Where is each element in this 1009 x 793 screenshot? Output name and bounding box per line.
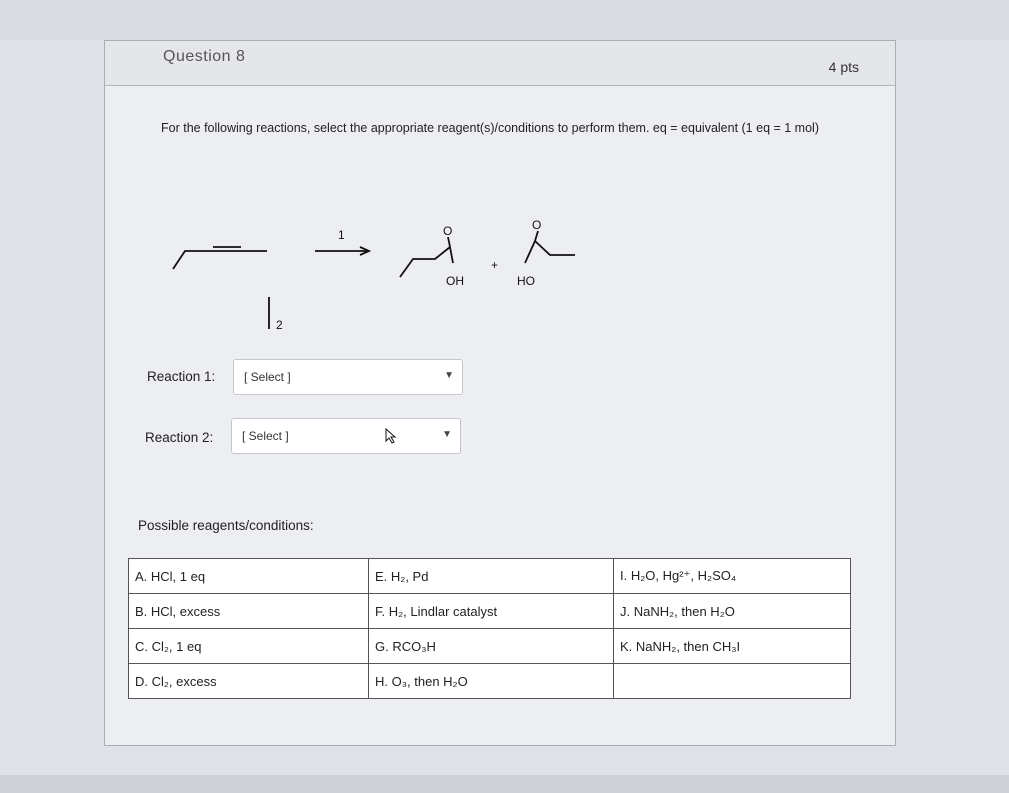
chevron-down-icon: ▼ <box>442 429 452 440</box>
plus-sign: + <box>491 258 499 272</box>
acid-1-chain <box>400 247 450 277</box>
reaction-2-label: Reaction 2: <box>145 430 214 445</box>
reaction-2-select[interactable] <box>231 418 461 454</box>
table-row <box>129 559 851 594</box>
reagent-a: A. HCl, 1 eq <box>129 559 369 594</box>
reaction-2-select-value: [ Select ] <box>242 429 289 443</box>
acid-2-co <box>535 231 538 241</box>
acid-1-o: O <box>443 224 453 238</box>
reagent-i: I. H₂O, Hg²⁺, H₂SO₄ <box>614 559 851 594</box>
question-header <box>105 41 895 86</box>
reagent-j: J. NaNH₂, then H₂O <box>614 594 851 629</box>
reagent-empty <box>614 664 851 699</box>
question-points: 4 pts <box>828 59 859 75</box>
chevron-down-icon: ▼ <box>444 370 454 381</box>
reagent-c: C. Cl₂, 1 eq <box>129 629 369 664</box>
acid-2-ho-label: HO <box>517 274 535 288</box>
reagent-e: E. H₂, Pd <box>369 559 614 594</box>
reaction-1-select[interactable] <box>233 359 463 395</box>
table-row <box>129 629 851 664</box>
reagent-d: D. Cl₂, excess <box>129 664 369 699</box>
question-title: Question 8 <box>163 48 246 65</box>
reagent-k: K. NaNH₂, then CH₃I <box>614 629 851 664</box>
acid-2-oh <box>525 241 535 263</box>
reagent-f: F. H₂, Lindlar catalyst <box>369 594 614 629</box>
mouse-pointer-icon <box>385 428 397 444</box>
table-row <box>129 664 851 699</box>
arrow-2-label: 2 <box>276 318 283 329</box>
reagent-b: B. HCl, excess <box>129 594 369 629</box>
reaction-scheme <box>155 179 575 329</box>
reagent-h: H. O₃, then H₂O <box>369 664 614 699</box>
acid-1-co <box>448 237 450 247</box>
table-row <box>129 594 851 629</box>
arrow-1-label: 1 <box>338 228 345 242</box>
acid-2-o: O <box>532 218 542 232</box>
reaction-scheme-drawing <box>155 179 575 329</box>
reaction-1-label: Reaction 1: <box>147 369 216 384</box>
acid-1-oh <box>450 247 453 263</box>
reagents-heading: Possible reagents/conditions: <box>138 518 314 533</box>
question-prompt: For the following reactions, select the appropriate reagent(s)/conditions to perform them. eq = equivalent (1 eq = 1 mol) <box>161 121 819 135</box>
reaction-1-select-value: [ Select ] <box>244 370 291 384</box>
background-bottom <box>0 775 1009 793</box>
reagents-table <box>128 558 851 699</box>
acid-2-chain <box>535 241 575 255</box>
background-top <box>0 0 1009 40</box>
alkyne-bond <box>173 251 267 269</box>
acid-1-oh-label: OH <box>446 274 464 288</box>
reagent-g: G. RCO₃H <box>369 629 614 664</box>
